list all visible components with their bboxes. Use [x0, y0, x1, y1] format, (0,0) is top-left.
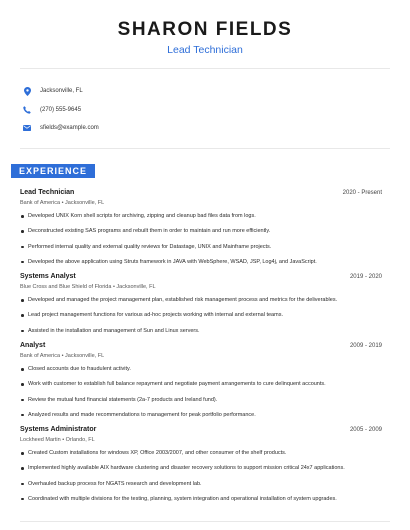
job-entry — [20, 342, 382, 423]
job-dates: 2009 - 2019 — [349, 343, 382, 349]
section-heading-experience: EXPERIENCE — [11, 164, 95, 178]
phone-icon — [22, 105, 32, 115]
job-bullets — [20, 209, 382, 270]
job-location: Orlando, FL — [65, 437, 95, 443]
job-dates: 2020 - Present — [342, 190, 382, 196]
job-entry — [20, 273, 382, 339]
contact-location-text: Jacksonville, FL — [40, 88, 83, 94]
contact-email-text[interactable]: sfields@example.com — [40, 125, 99, 131]
job-bullets — [20, 362, 382, 423]
header-divider — [20, 68, 390, 69]
job-bullet: Coordinated with multiple divisions for the testing, planning, system integration and operational installation of system upgrades. — [20, 492, 382, 507]
location-pin-icon — [22, 86, 32, 96]
person-name: SHARON FIELDS — [117, 19, 293, 40]
job-bullets — [20, 446, 382, 507]
job-company: Blue Cross and Blue Shield of Florida — [20, 284, 112, 290]
contact-email[interactable] — [22, 119, 99, 137]
job-title: Analyst — [20, 342, 46, 349]
job-company-line: Bank of America • Jacksonville, FL — [20, 353, 105, 359]
resume-header — [0, 0, 410, 56]
job-dates: 2019 - 2020 — [349, 274, 382, 280]
job-location: Jacksonville, FL — [65, 353, 105, 359]
job-bullet: Assisted in the installation and management of Sun and Linux servers. — [20, 324, 382, 339]
job-bullet: Review the mutual fund financial statements (2a-7 products and Ireland fund). — [20, 393, 382, 408]
job-bullet: Closed accounts due to fraudulent activity. — [20, 362, 382, 377]
person-title: Lead Technician — [167, 44, 243, 56]
job-bullet: Developed UNIX Korn shell scripts for archiving, zipping and cleanup bad files data from logs. — [20, 209, 382, 224]
job-company-line: Lockheed Martin • Orlando, FL — [20, 437, 95, 443]
job-dates: 2005 - 2009 — [349, 427, 382, 433]
job-title: Systems Administrator — [20, 426, 97, 433]
footer-divider — [20, 521, 390, 522]
job-bullet: Implemented highly available AIX hardware clustering and disaster recovery solutions to support mission critical 24x7 applications. — [20, 461, 382, 476]
job-bullet: Work with customer to establish full balance repayment and negotiate payment arrangements to cure delinquent accounts. — [20, 377, 382, 392]
job-company: Lockheed Martin — [20, 437, 61, 443]
job-company: Bank of America — [20, 353, 61, 359]
job-bullet: Performed internal quality and external quality reviews for Datastage, UNIX and Mainframe projects. — [20, 240, 382, 255]
job-bullet: Analyzed results and made recommendations to management for peak portfolio performance. — [20, 408, 382, 423]
job-location: Jacksonville, FL — [116, 284, 156, 290]
job-title: Systems Analyst — [20, 273, 76, 280]
job-company-line: Blue Cross and Blue Shield of Florida • Jacksonville, FL — [20, 284, 156, 290]
contact-divider — [20, 148, 390, 149]
contact-list — [22, 82, 99, 138]
contact-location — [22, 82, 99, 100]
job-company-line: Bank of America • Jacksonville, FL — [20, 200, 105, 206]
mail-icon — [22, 123, 32, 133]
job-bullet: Developed the above application using Struts framework in JAVA with WebSphere, WSAD, JSP, Log4j, and JavaScript. — [20, 255, 382, 270]
job-bullet: Deconstructed existing SAS programs and rebuilt them in order to maintain and run more efficiently. — [20, 224, 382, 239]
job-company: Bank of America — [20, 200, 61, 206]
job-title: Lead Technician — [20, 189, 75, 196]
contact-phone-text: (270) 555-9645 — [40, 106, 82, 113]
job-bullet: Overhauled backup process for NGATS research and development lab. — [20, 477, 382, 492]
job-bullet: Created Custom installations for windows XP, Office 2003/2007, and other consumer of the shelf products. — [20, 446, 382, 461]
job-location: Jacksonville, FL — [65, 200, 105, 206]
job-bullet: Developed and managed the project management plan, established risk management process and metrics for the deliverables. — [20, 293, 382, 308]
job-bullet: Lead project management functions for various ad-hoc projects working with internal and external teams. — [20, 308, 382, 323]
contact-phone — [22, 101, 99, 119]
job-bullets — [20, 293, 382, 339]
job-entry — [20, 426, 382, 507]
job-entry — [20, 189, 382, 270]
